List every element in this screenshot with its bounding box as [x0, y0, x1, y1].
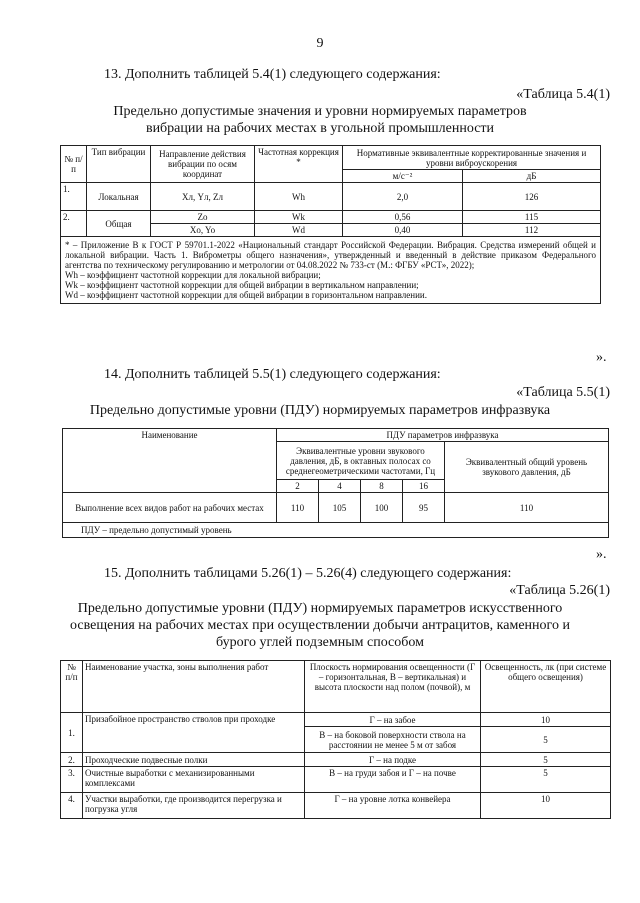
row-value-4: 105 [319, 493, 361, 523]
row-plane: Г – на забое [305, 713, 481, 727]
section-13-item: 13. Дополнить таблицей 5.4(1) следующего содержания: [104, 67, 441, 82]
row-name: Выполнение всех видов работ на рабочих местах [63, 493, 277, 523]
header-eq-total: Эквивалентный общий уровень звукового давления, дБ [445, 442, 609, 493]
table-row [61, 767, 611, 793]
row-freq: Wk [255, 211, 343, 224]
header-site-name: Наименование участка, зоны выполнения работ [83, 661, 305, 713]
row-db: 112 [463, 224, 601, 237]
table-row [61, 211, 601, 224]
row-num: 2. [61, 753, 83, 767]
row-value-16: 95 [403, 493, 445, 523]
row-illuminance: 10 [481, 713, 611, 727]
table-row [61, 793, 611, 819]
table-row [61, 753, 611, 767]
header-unit-db: дБ [463, 170, 601, 183]
row-site-name: Призабойное пространство стволов при проходке [83, 713, 305, 753]
row-plane: Г – на подке [305, 753, 481, 767]
section-15-item: 15. Дополнить таблицами 5.26(1) – 5.26(4) следующего содержания: [104, 566, 512, 581]
row-num: 3. [61, 767, 83, 793]
section-14-close: ». [596, 547, 607, 562]
table-5-4-caption-line2: вибрации на рабочих местах в угольной промышленности [145, 121, 495, 136]
row-plane: В – на груди забоя и Г – на почве [305, 767, 481, 793]
note-wd: Wd – коэффициент частотной коррекции для общей вибрации в горизонтальном направлении. [65, 290, 427, 300]
section-14-item: 14. Дополнить таблицей 5.5(1) следующего содержания: [104, 367, 441, 382]
table-5-26-ref: «Таблица 5.26(1) [509, 583, 610, 598]
header-eq-levels: Эквивалентные уровни звукового давления, дБ, в октавных полосах со среднегеометрическими частотами, Гц [277, 442, 445, 480]
note-main: * – Приложение В к ГОСТ Р 59701.1-2022 «Национальный стандарт Российской Федерации. Вибрация. Средства измерений общей и локальной вибрации. Часть 1. Виброметры общего назначения», утвержденный и введенный в действие приказом Федерального агентства по техническому регулированию и метрологии от 04.08.2022 № 733-ст (М.: ФГБУ «РСТ», 2022); [65, 240, 596, 270]
table-5-5-caption: Предельно допустимые уровни (ПДУ) нормируемых параметров инфразвука [89, 403, 551, 418]
row-axes: Xл, Yл, Zл [151, 183, 255, 211]
row-plane: В – на боковой поверхности ствола на расстоянии не менее 5 м от забоя [305, 727, 481, 753]
table-5-4-notes [61, 237, 601, 304]
row-num: 2. [61, 211, 87, 237]
header-vibration-type: Тип вибрации [87, 146, 151, 183]
row-num: 4. [61, 793, 83, 819]
row-illuminance: 10 [481, 793, 611, 819]
row-value: 0,56 [343, 211, 463, 224]
section-13-close: ». [596, 350, 607, 365]
header-pdu: ПДУ параметров инфразвука [277, 429, 609, 442]
table-row [61, 183, 601, 211]
table-5-5 [62, 428, 609, 538]
table-row [63, 493, 609, 523]
page-number: 9 [316, 36, 324, 51]
row-total: 110 [445, 493, 609, 523]
row-value: 0,40 [343, 224, 463, 237]
table-row [61, 713, 611, 727]
row-site-name: Очистные выработки с механизированными комплексами [83, 767, 305, 793]
row-site-name: Участки выработки, где производится перегрузка и погрузка угля [83, 793, 305, 819]
row-db: 126 [463, 183, 601, 211]
row-db: 115 [463, 211, 601, 224]
row-value-8: 100 [361, 493, 403, 523]
row-axes: Xo, Yo [151, 224, 255, 237]
header-normative-values: Нормативные эквивалентные корректированные значения и уровни виброускорения [343, 146, 601, 170]
header-frequency-correction: Частотная коррекция * [255, 146, 343, 183]
row-num: 1. [61, 713, 83, 753]
table-5-5-ref: «Таблица 5.5(1) [516, 385, 610, 400]
table-5-4 [60, 145, 601, 304]
row-illuminance: 5 [481, 727, 611, 753]
note-wh: Wh – коэффициент частотной коррекции для локальной вибрации; [65, 270, 321, 280]
header-num: № п/п [61, 661, 83, 713]
row-plane: Г – на уровне лотка конвейера [305, 793, 481, 819]
table-5-26-caption-line1: Предельно допустимые уровни (ПДУ) нормируемых параметров искусственного [77, 601, 563, 616]
row-type: Общая [87, 211, 151, 237]
row-axes: Zo [151, 211, 255, 224]
header-freq-16: 16 [403, 480, 445, 493]
row-value: 2,0 [343, 183, 463, 211]
row-freq: Wd [255, 224, 343, 237]
header-plane: Плоскость нормирования освещенности (Г – горизонтальная, В – вертикальная) и высота плоскости над полом (почвой), м [305, 661, 481, 713]
header-freq-8: 8 [361, 480, 403, 493]
row-num: 1. [61, 183, 87, 211]
table-5-26-caption-line2: освещения на рабочих местах при осуществлении добычи антрацитов, каменного и [70, 618, 570, 633]
row-freq: Wh [255, 183, 343, 211]
header-name: Наименование [63, 429, 277, 493]
table-5-5-note: ПДУ – предельно допустимый уровень [63, 523, 609, 538]
header-direction: Направление действия вибрации по осям координат [151, 146, 255, 183]
row-value-2: 110 [277, 493, 319, 523]
header-freq-2: 2 [277, 480, 319, 493]
row-type: Локальная [87, 183, 151, 211]
header-num: № п/п [61, 146, 87, 183]
table-5-26-caption-line3: бурого углей подземным способом [216, 635, 424, 650]
row-site-name: Проходческие подвесные полки [83, 753, 305, 767]
header-freq-4: 4 [319, 480, 361, 493]
row-illuminance: 5 [481, 767, 611, 793]
table-5-26 [60, 660, 611, 819]
row-illuminance: 5 [481, 753, 611, 767]
table-5-4-caption-line1: Предельно допустимые значения и уровни нормируемых параметров [113, 104, 527, 119]
table-5-4-ref: «Таблица 5.4(1) [516, 87, 610, 102]
note-wk: Wk – коэффициент частотной коррекции для общей вибрации в вертикальном направлении; [65, 280, 419, 290]
header-unit-ms2: м/с⁻² [343, 170, 463, 183]
header-illuminance: Освещенность, лк (при системе общего освещения) [481, 661, 611, 713]
